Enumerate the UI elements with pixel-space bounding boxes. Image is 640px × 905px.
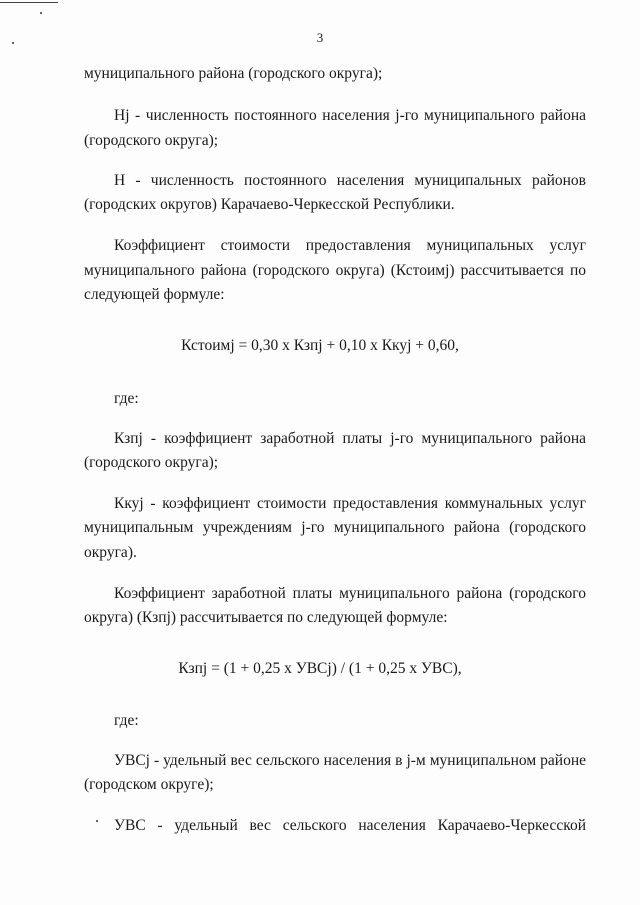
text-line: Коэффициент стоимости предоставления муниципальных услуг bbox=[114, 237, 586, 254]
text-line: (городском округе); bbox=[84, 776, 214, 793]
text-line: (городских округов) Карачаево-Черкесской Республики. bbox=[84, 196, 455, 213]
page-number: 3 bbox=[316, 30, 324, 45]
text-line: следующей формуле: bbox=[84, 286, 225, 303]
text-line: УВСj - удельный вес сельского населения в j-м муниципальном районе bbox=[114, 752, 586, 769]
scan-edge-line bbox=[0, 2, 58, 3]
text-line: (городского округа); bbox=[84, 132, 219, 149]
text-line: округа). bbox=[84, 544, 137, 561]
text-where: где: bbox=[114, 712, 139, 729]
text-line: Hj - численность постоянного населения j-го муниципального района bbox=[114, 107, 586, 124]
text-line: муниципального района (городского округа) (Кстоимj) рассчитывается по bbox=[84, 262, 586, 279]
formula-cost-coefficient: Кстоимj = 0,30 x Кзпj + 0,10 x Ккуj + 0,60, bbox=[181, 337, 459, 354]
text-where: где: bbox=[114, 390, 139, 407]
scan-speck bbox=[96, 820, 98, 822]
text-line: муниципальным учреждениям j-го муниципального района (городского bbox=[84, 519, 586, 536]
text-line: Н - численность постоянного населения муниципальных районов bbox=[114, 172, 586, 189]
text-line: Ккуj - коэффициент стоимости предоставления коммунальных услуг bbox=[114, 495, 586, 512]
text-line: (городского округа); bbox=[84, 454, 219, 471]
text-line: муниципального района (городского округа); bbox=[84, 65, 383, 82]
text-line: Коэффициент заработной платы муниципального района (городского bbox=[114, 585, 586, 602]
text-line: Кзпj - коэффициент заработной платы j-го муниципального района bbox=[114, 430, 586, 447]
text-line: округа) (Кзпj) рассчитывается по следующей формуле: bbox=[84, 609, 448, 626]
scan-speck bbox=[40, 12, 42, 14]
formula-salary-coefficient: Кзпj = (1 + 0,25 x УВСj) / (1 + 0,25 x УВС), bbox=[178, 660, 462, 677]
text-line: УВС - удельный вес сельского населения Карачаево-Черкесской bbox=[114, 817, 586, 834]
